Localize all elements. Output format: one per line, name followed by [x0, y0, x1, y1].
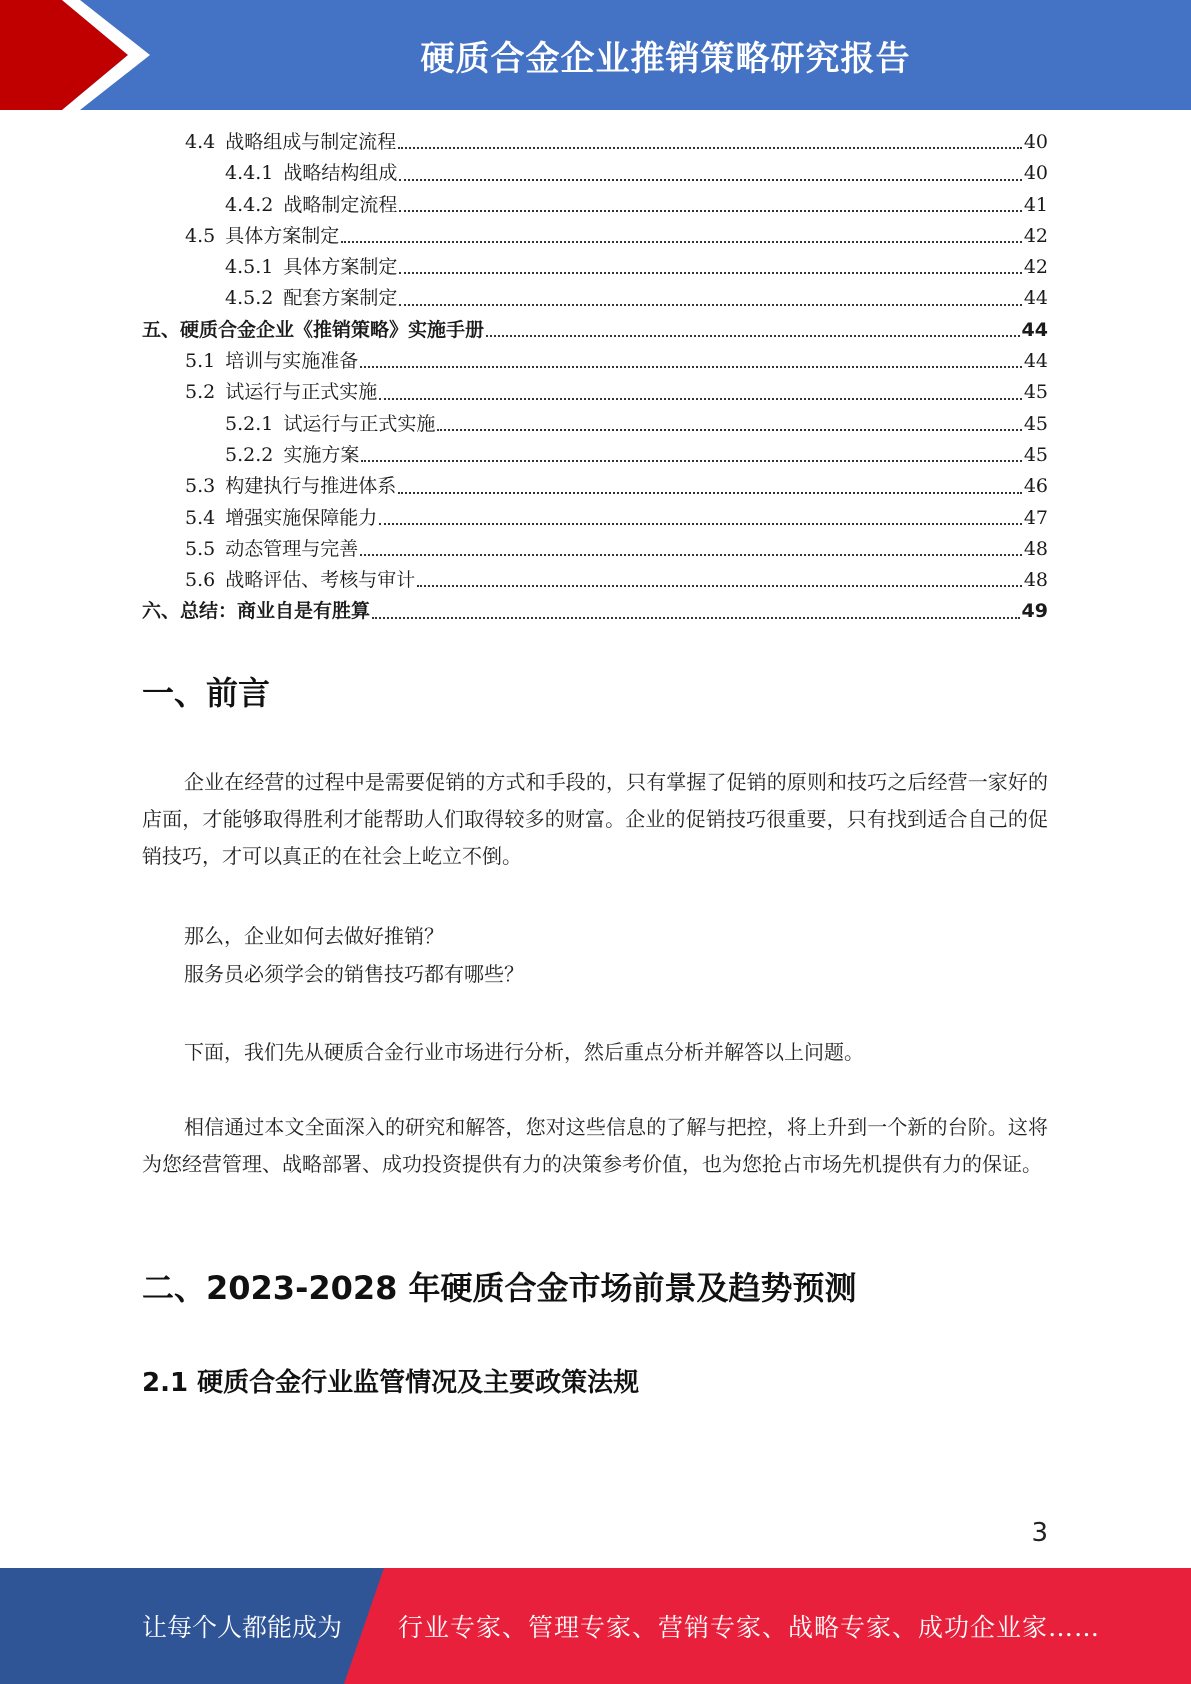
toc-entry[interactable]	[142, 534, 1048, 565]
footer-slogan-left: 让每个人都能成为	[142, 1613, 343, 1642]
toc-entry-page: 47	[1023, 506, 1048, 529]
toc-entry-page: 40	[1023, 162, 1048, 185]
toc-entry[interactable]	[142, 283, 1048, 314]
page-footer	[0, 1568, 1191, 1684]
toc-entry[interactable]	[142, 471, 1048, 502]
page-number: 3	[1031, 1518, 1048, 1548]
toc-entry-page: 42	[1023, 224, 1048, 247]
toc-entry-page: 46	[1023, 475, 1048, 498]
header-arrow-decoration	[0, 0, 160, 110]
toc-entry-number: 4.5	[185, 224, 216, 247]
toc-entry[interactable]	[142, 315, 1048, 346]
toc-leader-dots	[379, 397, 1022, 400]
toc-leader-dots	[437, 428, 1021, 431]
toc-entry[interactable]	[142, 596, 1048, 627]
toc-entry-number: 4.4.2	[225, 193, 274, 216]
toc-entry-page: 48	[1023, 537, 1048, 560]
toc-entry-page: 49	[1021, 600, 1048, 623]
footer-slogan-right: 行业专家、管理专家、营销专家、战略专家、成功企业家……	[398, 1613, 1101, 1642]
table-of-contents	[142, 127, 1048, 628]
toc-leader-dots	[360, 553, 1022, 556]
toc-entry-page: 45	[1023, 412, 1048, 435]
toc-leader-dots	[361, 459, 1021, 462]
preface-question-1: 那么，企业如何去做好推销？	[184, 924, 444, 948]
toc-leader-dots	[379, 522, 1022, 525]
toc-entry-title: 增强实施保障能力	[225, 506, 378, 529]
toc-entry-page: 44	[1023, 287, 1048, 310]
toc-entry-number: 5.4	[185, 506, 216, 529]
toc-entry-title: 六、总结：商业自是有胜算	[142, 600, 371, 623]
toc-entry-title: 配套方案制定	[283, 287, 398, 310]
preface-paragraph-1: 企业在经营的过程中是需要促销的方式和手段的，只有掌握了促销的原则和技巧之后经营一家好的店面，才能够取得胜利才能帮助人们取得较多的财富。企业的促销技巧很重要，只有找到适合自己的促销技巧，才可以真正的在社会上屹立不倒。	[142, 770, 1048, 868]
toc-entry-title: 试运行与正式实施	[283, 412, 436, 435]
toc-leader-dots	[398, 146, 1022, 149]
toc-entry[interactable]	[142, 127, 1048, 158]
toc-entry-title: 构建执行与推进体系	[225, 475, 397, 498]
toc-entry[interactable]	[142, 377, 1048, 408]
page-header	[0, 0, 1191, 110]
toc-leader-dots	[341, 240, 1022, 243]
toc-entry[interactable]	[142, 346, 1048, 377]
toc-entry-title: 培训与实施准备	[225, 350, 359, 373]
toc-leader-dots	[360, 365, 1022, 368]
section-heading-preface: 一、前言	[142, 674, 271, 712]
toc-entry-number: 5.2.1	[225, 412, 274, 435]
toc-entry[interactable]	[142, 221, 1048, 252]
subsection-heading-regulation: 2.1 硬质合金行业监管情况及主要政策法规	[142, 1368, 640, 1398]
toc-entry[interactable]	[142, 252, 1048, 283]
toc-leader-dots	[399, 303, 1021, 306]
toc-leader-dots	[417, 584, 1022, 587]
toc-entry-number: 5.6	[185, 569, 216, 592]
toc-entry-title: 具体方案制定	[283, 256, 398, 279]
toc-entry-title: 动态管理与完善	[225, 537, 359, 560]
toc-entry-title: 实施方案	[283, 443, 360, 466]
toc-leader-dots	[398, 491, 1022, 494]
toc-entry-title: 具体方案制定	[225, 224, 340, 247]
toc-entry-number: 5.2.2	[225, 443, 274, 466]
toc-entry[interactable]	[142, 190, 1048, 221]
toc-entry-number: 5.2	[185, 381, 216, 404]
toc-entry-title: 战略结构组成	[283, 162, 398, 185]
toc-entry-page: 44	[1021, 318, 1048, 341]
toc-entry[interactable]	[142, 565, 1048, 596]
preface-question-2: 服务员必须学会的销售技巧都有哪些？	[184, 962, 524, 986]
toc-entry-number: 4.4	[185, 131, 216, 153]
toc-entry-number: 4.5.1	[225, 256, 274, 279]
toc-entry-title: 战略制定流程	[283, 193, 398, 216]
toc-entry-page: 45	[1023, 381, 1048, 404]
toc-entry-page: 48	[1023, 569, 1048, 592]
toc-entry-number: 4.5.2	[225, 287, 274, 310]
preface-paragraph-3: 相信通过本文全面深入的研究和解答，您对这些信息的了解与把控，将上升到一个新的台阶。这将为您经营管理、战略部署、成功投资提供有力的决策参考价值，也为您抢占市场先机提供有力的保证。	[142, 1115, 1048, 1176]
toc-leader-dots	[399, 178, 1021, 181]
toc-leader-dots	[372, 616, 1020, 619]
toc-entry[interactable]	[142, 409, 1048, 440]
report-title: 硬质合金企业推销策略研究报告	[420, 38, 911, 79]
toc-entry-page: 44	[1023, 350, 1048, 373]
toc-entry-number: 4.4.1	[225, 162, 274, 185]
toc-entry-number: 5.1	[185, 350, 216, 373]
toc-entry-page: 40	[1023, 131, 1048, 153]
toc-entry[interactable]	[142, 440, 1048, 471]
toc-entry-title: 五、硬质合金企业《推销策略》实施手册	[142, 318, 485, 341]
toc-entry-title: 试运行与正式实施	[225, 381, 378, 404]
toc-leader-dots	[486, 334, 1020, 337]
toc-entry-number: 5.5	[185, 537, 216, 560]
toc-entry[interactable]	[142, 158, 1048, 189]
toc-entry[interactable]	[142, 503, 1048, 534]
toc-entry-page: 41	[1023, 193, 1048, 216]
toc-entry-number: 5.3	[185, 475, 216, 498]
toc-entry-title: 战略评估、考核与审计	[225, 569, 416, 592]
preface-paragraph-2: 下面，我们先从硬质合金行业市场进行分析，然后重点分析并解答以上问题。	[184, 1040, 864, 1064]
toc-leader-dots	[399, 209, 1021, 212]
toc-entry-page: 45	[1023, 443, 1048, 466]
toc-entry-page: 42	[1023, 256, 1048, 279]
section-heading-market-outlook: 二、2023-2028 年硬质合金市场前景及趋势预测	[142, 1269, 857, 1307]
toc-entry-title: 战略组成与制定流程	[225, 131, 397, 153]
toc-leader-dots	[399, 271, 1021, 274]
